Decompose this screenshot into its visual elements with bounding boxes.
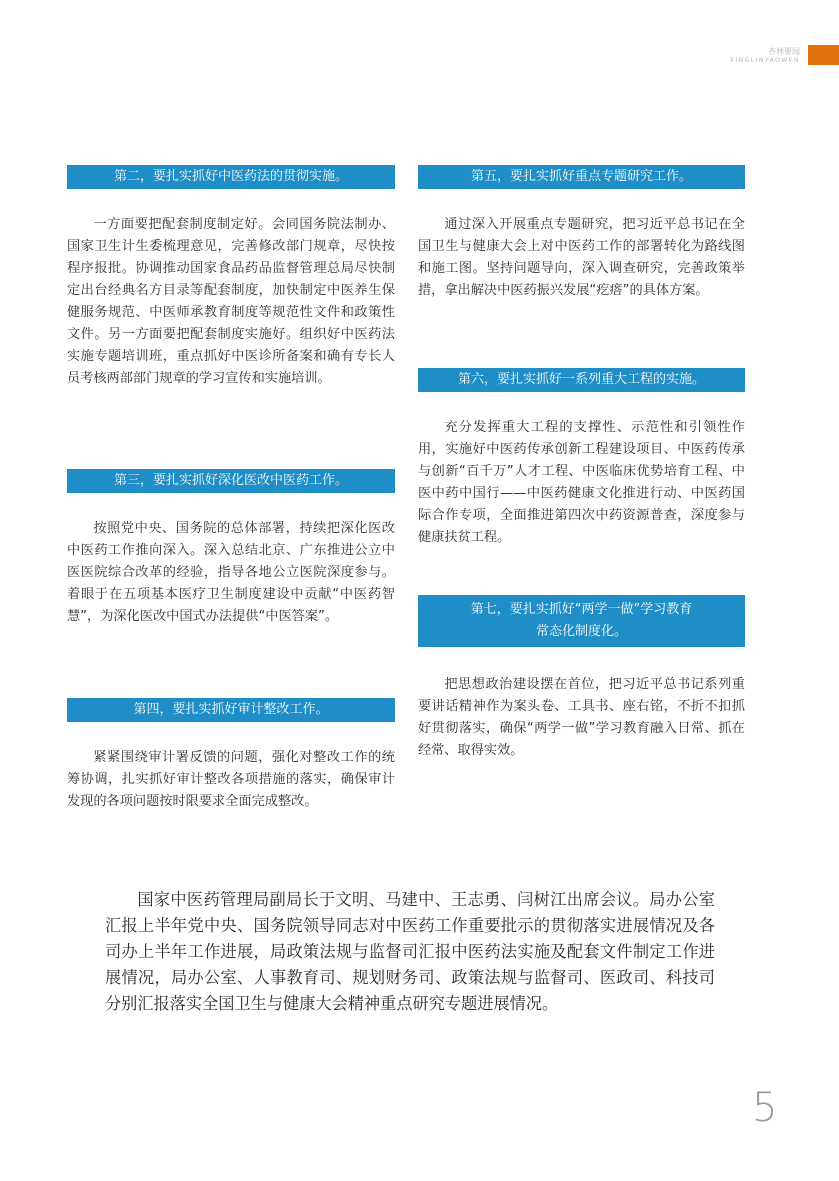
section-6-body: 充分发挥重大工程的支撑性、示范性和引领性作用，实施好中医药传承创新工程建设项目、中医药传承与创新“百千万”人才工程、中医临床优势培育工程、中医中药中国行——中医药健康文化推进行动、中医药国际合作专项，全面推进第四次中药资源普查，深度参与健康扶贫工程。 [418, 420, 745, 545]
column-title: 杏林要闻 [768, 47, 800, 56]
section-7-body: 把思想政治建设摆在首位，把习近平总书记系列重要讲话精神作为案头卷、工具书、座右铭，不折不扣抓好贯彻落实，确保“两学一做”学习教育融入日常、抓在经常、取得实效。 [418, 677, 745, 758]
section-5-body: 通过深入开展重点专题研究，把习近平总书记在全国卫生与健康大会上对中医药工作的部署转化为路线图和施工图。坚持问题导向，深入调查研究，完善政策举措，拿出解决中医药振兴发展“疙瘩”的具体方案。 [418, 217, 745, 298]
section-6-heading: 第六，要扎实抓好一系列重大工程的实施。 [418, 368, 745, 392]
section-2-body: 一方面要把配套制度制定好。会同国务院法制办、国家卫生计生委梳理意见，完善修改部门规章，尽快按程序报批。协调推动国家食品药品监督管理总局尽快制定出台经典名方目录等配套制度，加快制定中医养生保健服务规范、中医师承教育制度等规范性文件和政策性文件。另一方面要把配套制度实施好。组织好中医药法实施专题培训班，重点抓好中医诊所备案和确有专长人员考核两部部门规章的学习宣传和实施培训。 [67, 217, 395, 386]
section-4-body: 紧紧围绕审计署反馈的问题，强化对整改工作的统筹协调，扎实抓好审计整改各项措施的落实，确保审计发现的各项问题按时限要求全面完成整改。 [67, 750, 395, 809]
meeting-summary: 国家中医药管理局副局长于文明、马建中、王志勇、闫树江出席会议。局办公室汇报上半年党中央、国务院领导同志对中医药工作重要批示的贯彻落实进展情况及各司办上半年工作进展，局政策法规与监督司汇报中医药法实施及配套文件制定工作进展情况，局办公室、人事教育司、规划财务司、政策法规与监督司、医政司、科技司分别汇报落实全国卫生与健康大会精神重点研究专题进展情况。 [105, 890, 715, 1013]
section-3-heading: 第三，要扎实抓好深化医改中医药工作。 [67, 469, 395, 493]
section-3-body: 按照党中央、国务院的总体部署，持续把深化医改中医药工作推向深入。深入总结北京、广东推进公立中医医院综合改革的经验，指导各地公立医院深度参与。着眼于在五项基本医疗卫生制度建设中贡献“中医药智慧”，为深化医改中国式办法提供“中医答案”。 [67, 521, 395, 624]
section-5-heading: 第五，要扎实抓好重点专题研究工作。 [418, 165, 745, 189]
corner-accent-block [808, 45, 839, 65]
section-7-heading-line-2: 常态化制度化。 [535, 624, 627, 639]
section-2-heading: 第二，要扎实抓好中医药法的贯彻实施。 [67, 165, 395, 189]
column-subtitle: XINGLINYAOWEN [729, 57, 800, 64]
section-7-heading-line-1: 第七，要扎实抓好“两学一做”学习教育 [470, 602, 693, 617]
page-number: 5 [752, 1085, 778, 1131]
section-7-heading [418, 595, 745, 647]
section-4-heading: 第四，要扎实抓好审计整改工作。 [67, 698, 395, 722]
